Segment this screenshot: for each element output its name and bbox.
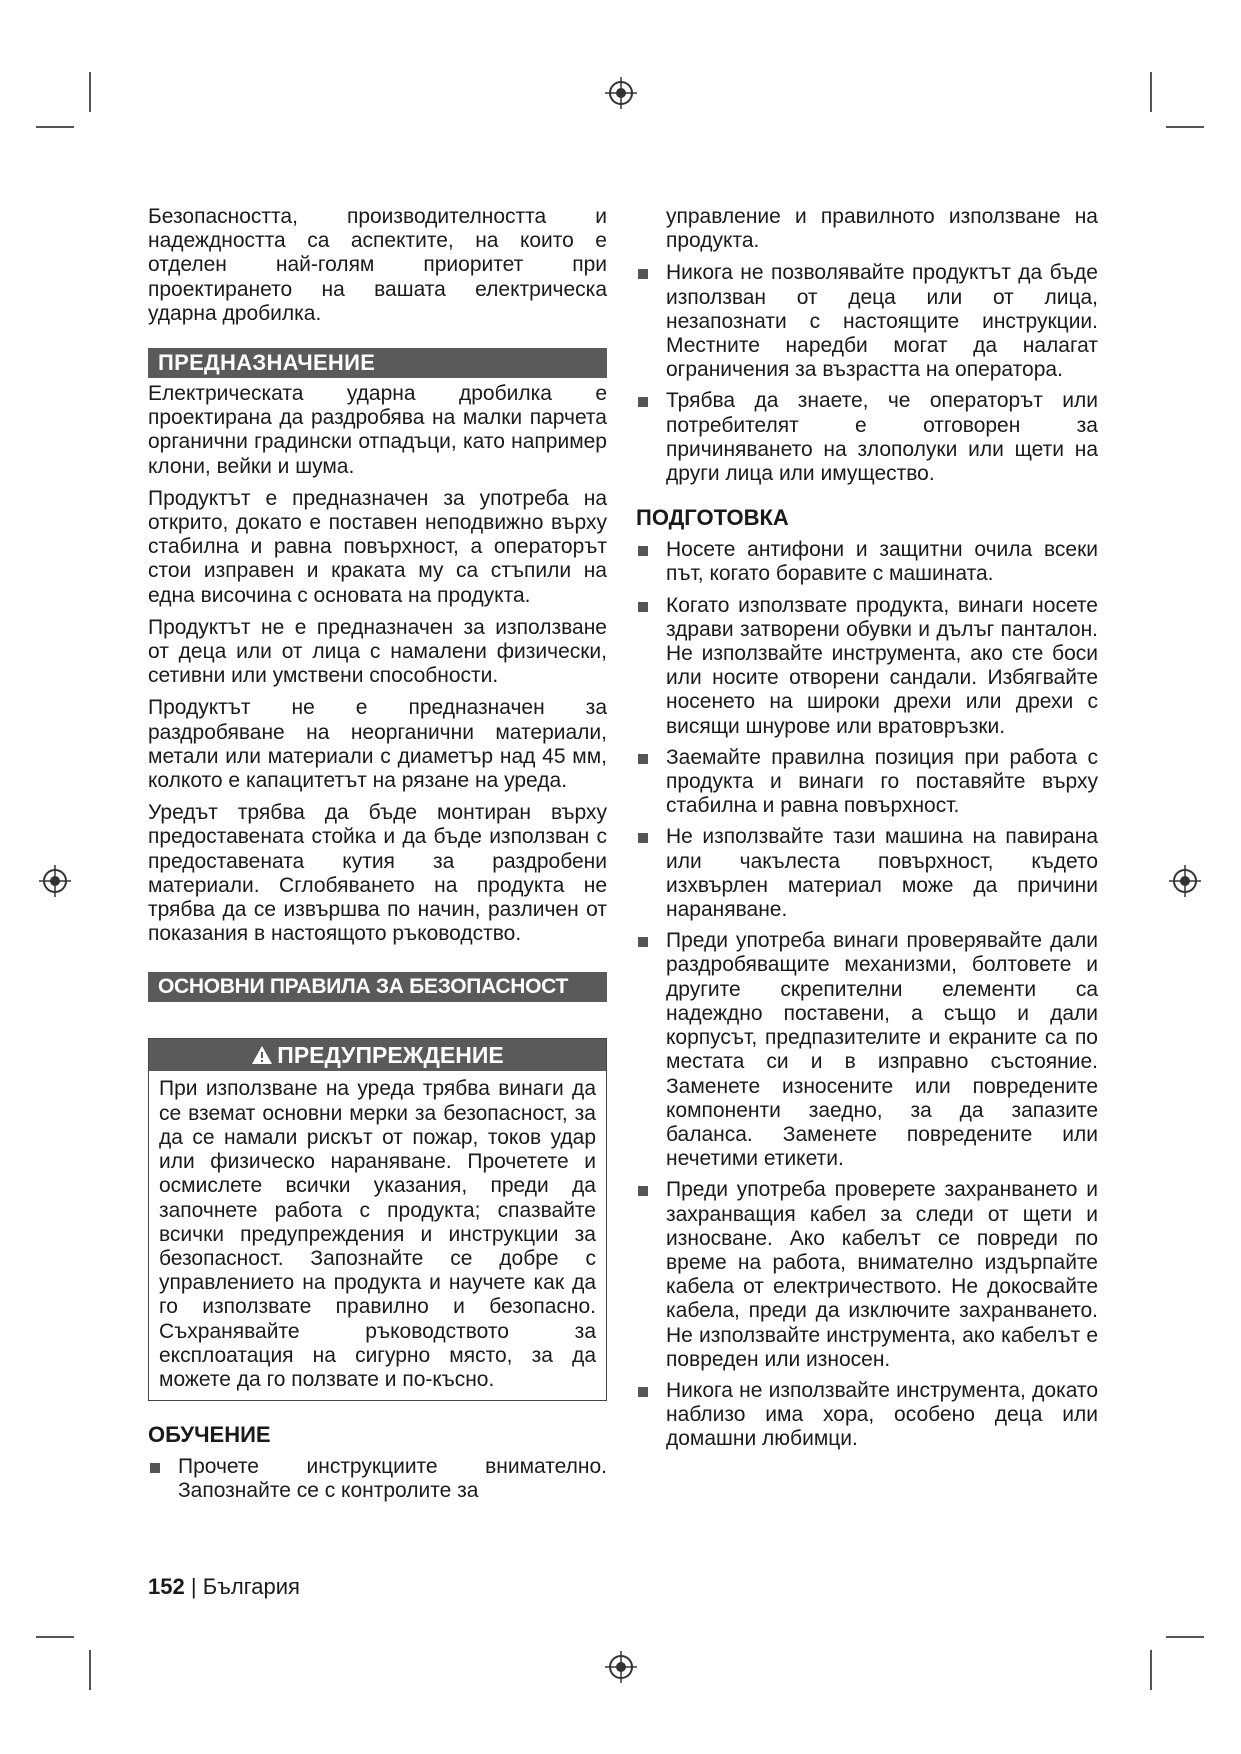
crop-mark <box>36 126 74 128</box>
registration-mark-icon <box>38 864 72 898</box>
registration-mark-icon <box>604 76 638 110</box>
warning-box <box>148 1038 607 1401</box>
purpose-paragraph: Продуктът не е предназначен за използване от деца или от лица с намалени физически, сетивни или умствени способности. <box>148 615 607 688</box>
list-item: Преди употреба винаги проверявайте дали раздробяващите механизми, болтовете и другите скрепителни елементи са надеждно поставени, а също и дали корпусът, предпазителите и екраните са по местата си и в изправно състояние. Заменете износените или повредените компоненти заедно, за да запазите баланса. Заменете повредените или нечетими етикети. <box>636 929 1098 1171</box>
section-heading-purpose: ПРЕДНАЗНАЧЕНИЕ <box>148 348 607 378</box>
left-column <box>148 205 607 1511</box>
list-item: Трябва да знаете, че операторът или потребителят е отговорен за причиняването на злополуки или щети на други лица или имущество. <box>636 389 1098 486</box>
footer-language: България <box>202 1574 300 1599</box>
crop-mark <box>89 72 91 112</box>
square-bullet-icon <box>638 397 648 407</box>
warning-header <box>149 1039 606 1071</box>
list-item: Преди употреба проверете захранването и захранващия кабел за следи от щети и износване. Ако кабелът се повреди по време на работа, внимателно издърпайте кабела от електричеството. Не докосвайте кабела, преди да изключите захранването. Не използвайте инструмента, ако кабелът е повреден или износен. <box>636 1178 1098 1372</box>
list-item: Когато използвате продукта, винаги носете здрави затворени обувки и дълъг панталон. Не използвайте инструмента, ако сте боси или носите отворени сандали. Избягвайте носенето на широки дрехи или дрехи с висящи шнурове или вратовръзки. <box>636 594 1098 739</box>
list-item: Прочете инструкциите внимателно. Запознайте се с контролите за <box>148 1455 607 1503</box>
preparation-list <box>636 538 1098 1451</box>
training-list-continued <box>636 261 1098 486</box>
square-bullet-icon <box>638 754 648 764</box>
square-bullet-icon <box>638 546 648 556</box>
warning-triangle-icon <box>251 1045 273 1065</box>
registration-mark-icon <box>1168 864 1202 898</box>
training-list <box>148 1455 607 1503</box>
square-bullet-icon <box>638 1387 648 1397</box>
warning-title: ПРЕДУПРЕЖДЕНИЕ <box>277 1042 504 1069</box>
square-bullet-icon <box>638 1186 648 1196</box>
page-number: 152 <box>148 1574 185 1599</box>
registration-mark-icon <box>604 1650 638 1684</box>
list-item: Никога не позволявайте продуктът да бъде използван от деца или от лица, незапознати с настоящите инструкции. Местните наредби могат да налагат ограничения за възрастта на оператора. <box>636 261 1098 382</box>
purpose-paragraph: Продуктът не е предназначен за раздробяване на неорганични материали, метали или материали с диаметър над 45 мм, колкото е капацитетът на рязане на уреда. <box>148 696 607 793</box>
purpose-paragraph: Продуктът е предназначен за употреба на открито, докато е поставен неподвижно върху стабилна и равна повърхност, а операторът стои изправен и краката му са стъпили на една височина с основата на продукта. <box>148 486 607 607</box>
square-bullet-icon <box>150 1463 160 1473</box>
continuation-paragraph: управление и правилното използване на продукта. <box>666 205 1098 253</box>
square-bullet-icon <box>638 602 648 612</box>
crop-mark <box>89 1650 91 1690</box>
square-bullet-icon <box>638 269 648 279</box>
crop-mark <box>1166 126 1204 128</box>
crop-mark <box>1150 72 1152 112</box>
page-footer <box>148 1574 300 1600</box>
section-heading-safety: ОСНОВНИ ПРАВИЛА ЗА БЕЗОПАСНОСТ <box>148 972 607 1002</box>
section-heading-training: ОБУЧЕНИЕ <box>148 1422 271 1448</box>
crop-mark <box>1166 1636 1204 1638</box>
right-column <box>636 205 1098 1459</box>
crop-mark <box>1150 1650 1152 1690</box>
crop-mark <box>36 1636 74 1638</box>
list-item: Заемайте правилна позиция при работа с продукта и винаги го поставяйте върху стабилна и равна повърхност. <box>636 746 1098 819</box>
warning-text: При използване на уреда трябва винаги да се вземат основни мерки за безопасност, за да се намали рискът от пожар, токов удар или физическо нараняване. Прочетете и осмислете всички указания, преди да започнете работа с продукта; спазвайте всички предупреждения и инструкции за безопасност. Запознайте се добре с управлението на продукта и научете как да го използвате правилно и безопасно. Съхранявайте ръководството за експлоатация на сигурно място, за да можете да го ползвате и по-късно. <box>159 1077 596 1391</box>
purpose-paragraph: Уредът трябва да бъде монтиран върху предоставената стойка и да бъде използван с предоставената кутия за раздробени материали. Сглобяването на продукта не трябва да се извършва по начин, различен от показания в настоящото ръководство. <box>148 801 607 946</box>
square-bullet-icon <box>638 833 648 843</box>
purpose-paragraph: Електрическата ударна дробилка е проектирана да раздробява на малки парчета органични градински отпадъци, като например клони, вейки и шума. <box>148 382 607 478</box>
list-item: Никога не използвайте инструмента, докато наблизо има хора, особено деца или домашни любимци. <box>636 1379 1098 1452</box>
section-heading-preparation: ПОДГОТОВКА <box>636 505 789 531</box>
footer-separator: | <box>190 1574 197 1599</box>
list-item: Носете антифони и защитни очила всеки път, когато боравите с машината. <box>636 538 1098 586</box>
square-bullet-icon <box>638 937 648 947</box>
list-item: Не използвайте тази машина на павирана или чакълеста повърхност, където изхвърлен материал може да причини нараняване. <box>636 825 1098 922</box>
intro-paragraph: Безопасността, производителността и надеждността са аспектите, на които е отделен най-голям приоритет при проектирането на вашата електрическа ударна дробилка. <box>148 205 607 325</box>
